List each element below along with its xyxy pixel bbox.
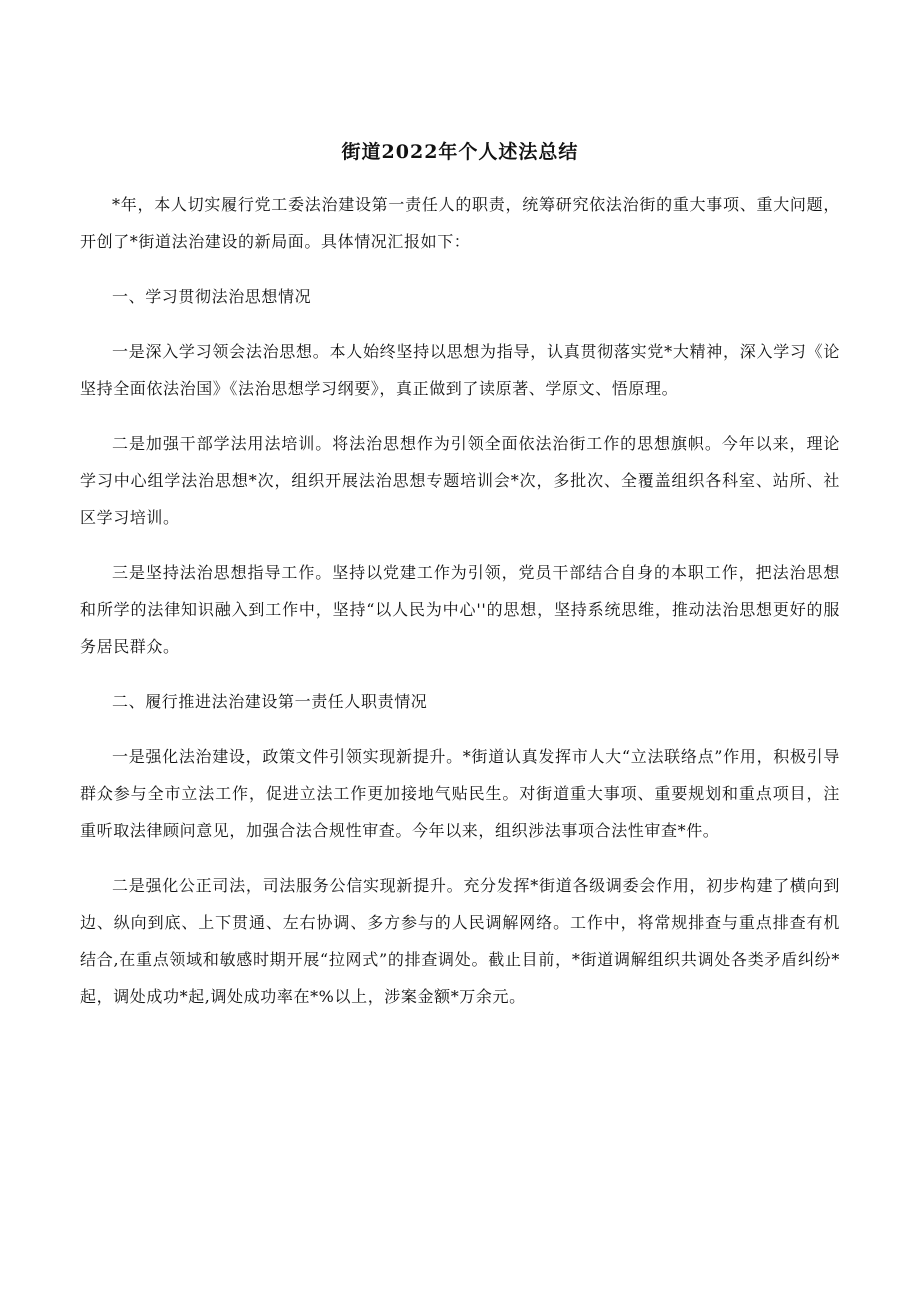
section1-paragraph-3: 三是坚持法治思想指导工作。坚持以党建工作为引领，党员干部结合自身的本职工作，把法治思想和所学的法律知识融入到工作中，坚持“以人民为中心''的思想，坚持系统思维，推动法治思想更好的服务居民群众。	[80, 563, 840, 656]
section2-paragraph-2: 二是强化公正司法，司法服务公信实现新提升。充分发挥*街道各级调委会作用，初步构建了横向到边、纵向到底、上下贯通、左右协调、多方参与的人民调解网络。工作中，将常规排查与重点排查有机结合,在重点领域和敏感时期开展“拉网式”的排查调处。截止目前，*街道调解组织共调处各类矛盾纠纷*起，调处成功*起,调处成功率在*%以上，涉案金额*万余元。	[80, 876, 840, 1006]
document-title: 街道2022年个人述法总结	[341, 141, 579, 163]
section-heading-2: 二、履行推进法治建设第一责任人职责情况	[112, 692, 428, 711]
section-heading-1: 一、学习贯彻法治思想情况	[112, 287, 312, 306]
section1-paragraph-2: 二是加强干部学法用法培训。将法治思想作为引领全面依法治街工作的思想旗帜。今年以来，理论学习中心组学法治思想*次，组织开展法治思想专题培训会*次，多批次、全覆盖组织各科室、站所、社区学习培训。	[80, 434, 840, 527]
section1-paragraph-1: 一是深入学习领会法治思想。本人始终坚持以思想为指导，认真贯彻落实党*大精神，深入学习《论坚持全面依法治国》《法治思想学习纲要》，真正做到了读原著、学原文、悟原理。	[80, 342, 840, 398]
intro-paragraph: *年，本人切实履行党工委法治建设第一责任人的职责，统筹研究依法治街的重大事项、重大问题，开创了*街道法治建设的新局面。具体情况汇报如下：	[80, 195, 840, 251]
section2-paragraph-1: 一是强化法治建设，政策文件引领实现新提升。*街道认真发挥市人大“立法联络点”作用，积极引导群众参与全市立法工作，促进立法工作更加接地气贴民生。对街道重大事项、重要规划和重点项目，注重听取法律顾问意见，加强合法合规性审查。今年以来，组织涉法事项合法性审查*件。	[80, 747, 840, 840]
